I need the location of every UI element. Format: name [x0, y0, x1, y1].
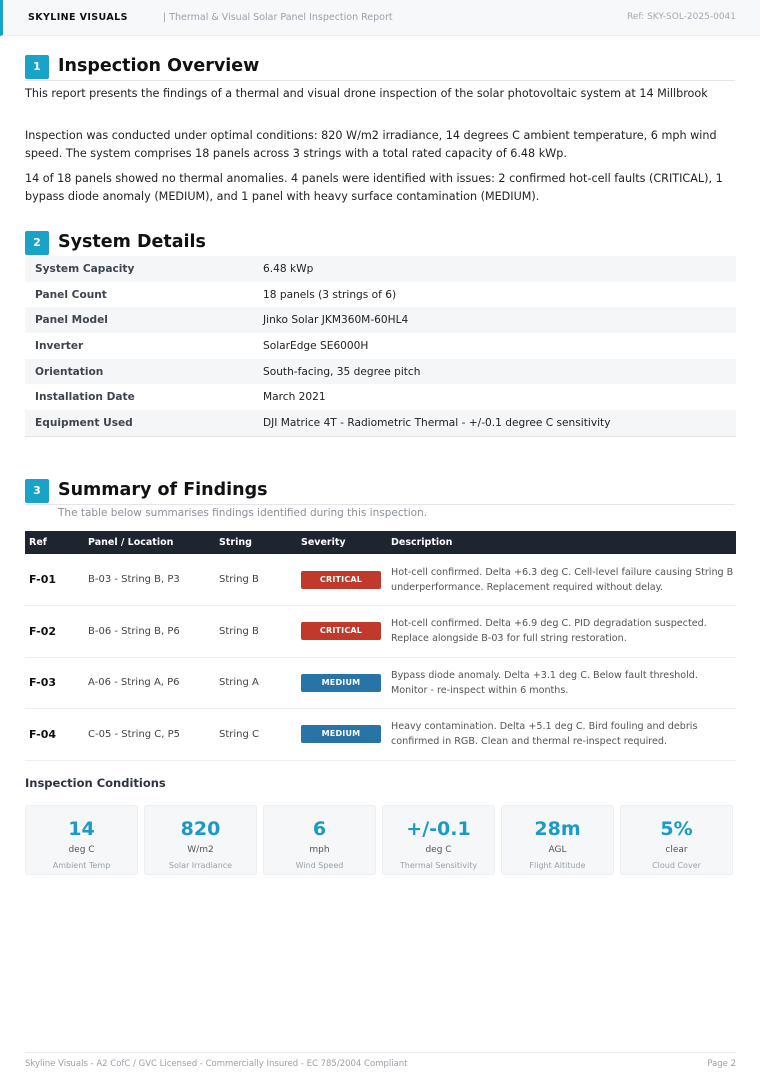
column-header-location: Panel / Location: [88, 537, 174, 548]
finding-string: String B: [219, 625, 259, 637]
detail-value: South-facing, 35 degree pitch: [263, 365, 421, 378]
finding-row: [25, 554, 736, 606]
detail-key: Equipment Used: [35, 416, 133, 429]
detail-key: Installation Date: [35, 391, 135, 404]
detail-value: March 2021: [263, 391, 326, 404]
condition-value: 5%: [660, 818, 693, 840]
finding-description: Hot-cell confirmed. Delta +6.9 deg C. PID degradation suspected. Replace alongside B-03 for full string restoration.: [391, 618, 707, 645]
finding-string: String A: [219, 677, 259, 689]
condition-card: [501, 805, 614, 875]
condition-unit: deg C: [425, 845, 452, 855]
column-header-description: Description: [391, 537, 453, 548]
finding-row: [25, 709, 736, 761]
condition-value: 28m: [534, 818, 581, 840]
brand-name: SKYLINE VISUALS: [28, 12, 128, 23]
finding-severity-cell: [297, 709, 387, 761]
severity-badge: CRITICAL: [301, 571, 381, 589]
detail-key: Orientation: [35, 365, 104, 378]
condition-card: [263, 805, 376, 875]
condition-unit: mph: [309, 845, 330, 855]
condition-card: [382, 805, 495, 875]
page-number: Page 2: [707, 1059, 736, 1069]
section-number-badge: 3: [25, 479, 49, 503]
divider: [25, 436, 736, 437]
finding-description: Heavy contamination. Delta +5.1 deg C. Bird fouling and debris confirmed in RGB. Clean and thermal re-inspect required.: [391, 721, 698, 748]
condition-unit: clear: [665, 845, 688, 855]
finding-description: Hot-cell confirmed. Delta +6.3 deg C. Cell-level failure causing String B underperformance. Replacement required without delay.: [391, 566, 734, 593]
detail-value: DJI Matrice 4T - Radiometric Thermal - +/-0.1 degree C sensitivity: [263, 416, 611, 429]
condition-label: Ambient Temp: [52, 861, 111, 870]
column-header-severity: Severity: [301, 537, 346, 548]
finding-description: Bypass diode anomaly. Delta +3.1 deg C. Below fault threshold. Monitor - re-inspect within 6 months.: [391, 669, 698, 696]
condition-unit: AGL: [548, 845, 567, 855]
detail-value: SolarEdge SE6000H: [263, 339, 369, 352]
detail-value: 18 panels (3 strings of 6): [263, 288, 397, 301]
condition-unit: deg C: [68, 845, 95, 855]
finding-location: C-05 - String C, P5: [88, 728, 181, 740]
finding-location: A-06 - String A, P6: [88, 677, 180, 689]
overview-summary: 14 of 18 panels showed no thermal anomalies. 4 panels were identified with issues: 2 confirmed hot-cell faults (CRITICAL), 1 bypass diode anomaly (MEDIUM), and 1 panel with heavy surface contamination (MEDIUM).: [25, 172, 723, 203]
detail-row: [25, 333, 736, 359]
finding-ref: F-04: [29, 727, 57, 741]
condition-label: Wind Speed: [295, 861, 344, 870]
detail-key: Panel Model: [35, 314, 108, 327]
condition-value: +/-0.1: [406, 818, 471, 840]
finding-ref: F-02: [29, 624, 57, 638]
section-number-badge: 2: [25, 231, 49, 255]
conditions-cards: [25, 805, 736, 875]
detail-key: Inverter: [35, 339, 84, 352]
condition-value: 820: [180, 818, 221, 840]
report-reference: Ref: SKY-SOL-2025-0041: [626, 12, 736, 22]
condition-label: Flight Altitude: [529, 861, 586, 870]
finding-location: B-03 - String B, P3: [88, 574, 180, 585]
detail-row: [25, 410, 736, 436]
detail-row: [25, 256, 736, 282]
findings-header-row: [25, 531, 736, 554]
finding-ref: F-03: [29, 676, 57, 690]
severity-badge: MEDIUM: [301, 725, 381, 743]
detail-row: [25, 384, 736, 410]
overview-conditions: Inspection was conducted under optimal conditions: 820 W/m2 irradiance, 14 degrees C ambient temperature, 6 mph wind speed. The system comprises 18 panels across 3 strings with a total rated capacity of 6.48 kWp.: [25, 129, 717, 160]
detail-row: [25, 359, 736, 385]
detail-key: System Capacity: [35, 262, 135, 275]
findings-table: [25, 531, 736, 761]
detail-key: Panel Count: [35, 288, 107, 301]
findings-subtitle: The table below summarises findings identified during this inspection.: [58, 507, 428, 519]
condition-label: Cloud Cover: [652, 861, 701, 870]
finding-location: B-06 - String B, P6: [88, 625, 180, 637]
column-header-string: String: [219, 537, 252, 548]
finding-row: [25, 657, 736, 709]
section-title: Inspection Overview: [58, 56, 260, 76]
conditions-title: Inspection Conditions: [25, 776, 166, 790]
section-title: Summary of Findings: [58, 480, 268, 500]
finding-severity-cell: [297, 606, 387, 658]
system-details-table: [25, 256, 736, 436]
detail-row: [25, 307, 736, 333]
detail-value: Jinko Solar JKM360M-60HL4: [263, 314, 409, 327]
condition-card: [144, 805, 257, 875]
condition-card: [620, 805, 733, 875]
finding-row: [25, 606, 736, 658]
finding-severity-cell: [297, 657, 387, 709]
section-title: System Details: [58, 232, 206, 252]
condition-label: Solar Irradiance: [168, 861, 233, 870]
finding-ref: F-01: [29, 573, 57, 586]
section-heading-overview: [25, 55, 735, 81]
detail-row: [25, 282, 736, 308]
condition-card: [25, 805, 138, 875]
finding-string: String B: [219, 574, 259, 585]
section-heading-findings: [25, 479, 735, 505]
column-header-ref: Ref: [29, 537, 47, 548]
section-heading-system: [25, 231, 735, 257]
overview-intro: This report presents the findings of a thermal and visual drone inspection of the solar photovoltaic system at 14 Millbrook: [25, 87, 708, 100]
detail-value: 6.48 kWp: [263, 262, 314, 275]
footer-credentials: Skyline Visuals - A2 CofC / GVC Licensed - Commercially Insured - EC 785/2004 Compliant: [25, 1059, 408, 1069]
footer-divider: [25, 1052, 736, 1053]
condition-label: Thermal Sensitivity: [399, 861, 478, 870]
page-header: [0, 0, 760, 36]
condition-value: 6: [312, 818, 327, 840]
condition-unit: W/m2: [187, 845, 214, 855]
document-title: | Thermal & Visual Solar Panel Inspection Report: [163, 12, 393, 23]
finding-severity-cell: [297, 554, 387, 606]
finding-string: String C: [219, 728, 260, 740]
severity-badge: MEDIUM: [301, 674, 381, 692]
condition-value: 14: [68, 818, 95, 840]
severity-badge: CRITICAL: [301, 622, 381, 640]
section-number-badge: 1: [25, 55, 49, 79]
